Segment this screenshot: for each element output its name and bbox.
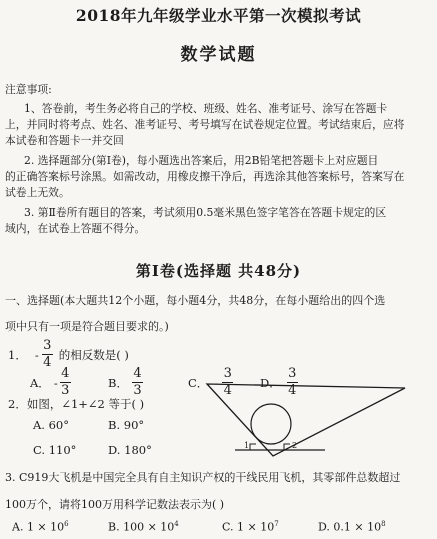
q3-option-a[interactable] xyxy=(12,520,69,534)
option-label: D． xyxy=(260,375,281,390)
option-value: 1 × 10 xyxy=(26,520,65,534)
triangle-circle-figure xyxy=(205,380,415,460)
denominator: 3 xyxy=(133,383,142,398)
numerator: 3 xyxy=(43,338,52,353)
q1-option-b[interactable] xyxy=(108,367,143,398)
notes-heading: 注意事项: xyxy=(5,83,52,96)
option-value: 0.1 × 10 xyxy=(333,520,382,534)
minus-sign: - xyxy=(53,375,58,390)
denominator: 3 xyxy=(61,383,70,398)
numerator: 3 xyxy=(223,366,232,381)
q3-option-c[interactable] xyxy=(222,520,279,534)
right-angle-mark xyxy=(250,444,256,450)
notes-line: 本试卷和答题卡一并交回 xyxy=(5,134,124,147)
exponent: 6 xyxy=(64,520,69,528)
denominator: 4 xyxy=(43,355,52,370)
minus-sign: - xyxy=(34,347,39,362)
subject-title: 数学试题 xyxy=(180,45,257,65)
notes-line: 域内，在试卷上答题不得分。 xyxy=(5,222,146,235)
option-label: A． xyxy=(30,375,50,390)
q2-option-d[interactable]: D. 180° xyxy=(108,443,152,457)
option-label: C． xyxy=(188,375,209,390)
numerator: 4 xyxy=(61,366,70,381)
fraction xyxy=(60,367,71,398)
option-label: C. xyxy=(222,520,238,534)
denominator: 4 xyxy=(223,383,232,398)
option-label: A. xyxy=(12,520,27,534)
q3-option-b[interactable] xyxy=(108,520,179,534)
notes-line: 3. 第Ⅱ卷所有题目的答案，考试须用0.5毫米黑色签字笔答在答题卡规定的区 xyxy=(24,206,387,219)
exponent: 8 xyxy=(381,520,386,528)
triangle-shape xyxy=(207,384,405,456)
exponent: 4 xyxy=(174,520,179,528)
q2-option-a[interactable]: A. 60° xyxy=(33,418,69,432)
angle-label-2: 2 xyxy=(292,441,298,450)
circle-shape xyxy=(251,404,291,444)
option-label: B． xyxy=(108,375,128,390)
notes-line: 2. 选择题部分(第Ⅰ卷)，每小题选出答案后，用2B铅笔把答题卡上对应题目 xyxy=(24,154,379,167)
notes-line: 上，并同时将考点、姓名、准考证号、考号填写在试卷规定位置。考试结束后，应将 xyxy=(5,118,405,131)
section-intro: 项中只有一项是符合题目要求的。) xyxy=(5,320,169,333)
q3-option-d[interactable] xyxy=(318,520,386,534)
option-label: B. xyxy=(108,520,124,534)
denominator: 4 xyxy=(288,383,297,398)
fraction xyxy=(42,339,53,370)
q2-option-c[interactable]: C. 110° xyxy=(33,443,77,457)
q2-option-b[interactable]: B. 90° xyxy=(108,418,145,432)
question-2-stem: 2．如图，∠1+∠2 等于( ) xyxy=(8,397,145,411)
notes-line: 试卷上无效。 xyxy=(5,186,70,199)
option-value: 1 × 10 xyxy=(237,520,275,534)
question-3-stem: 100万个，请将100万用科学记数法表示为( ) xyxy=(5,498,225,511)
exam-title: 2018年九年级学业水平第一次模拟考试 xyxy=(75,6,362,25)
section-intro: 一、选择题(本大题共12个小题，每小题4分，共48分，在每小题给出的四个选 xyxy=(5,294,386,307)
option-label: D. xyxy=(318,520,334,534)
notes-line: 的正确答案标号涂黑。如需改动，用橡皮擦干净后，再选涂其他答案标号，答案写在 xyxy=(5,170,405,183)
exponent: 7 xyxy=(274,520,279,528)
fraction xyxy=(132,367,143,398)
notes-line: 1、答卷前，考生务必将自己的学校、班级、姓名、准考证号、涂写在答题卡 xyxy=(24,102,388,115)
numerator: 4 xyxy=(133,366,142,381)
question-stem: 的相反数是( ) xyxy=(58,347,129,362)
option-value: 100 × 10 xyxy=(123,520,175,534)
question-3-stem: 3. C919大飞机是中国完全具有自主知识产权的干线民用飞机，其零部件总数超过 xyxy=(5,471,401,484)
angle-label-1: 1 xyxy=(244,441,250,450)
q1-option-a[interactable] xyxy=(30,367,71,398)
question-number: 1． xyxy=(8,347,27,362)
section-title: 第Ⅰ卷(选择题 共48分) xyxy=(135,262,302,280)
numerator: 3 xyxy=(288,366,297,381)
minus-sign: - xyxy=(214,375,219,390)
